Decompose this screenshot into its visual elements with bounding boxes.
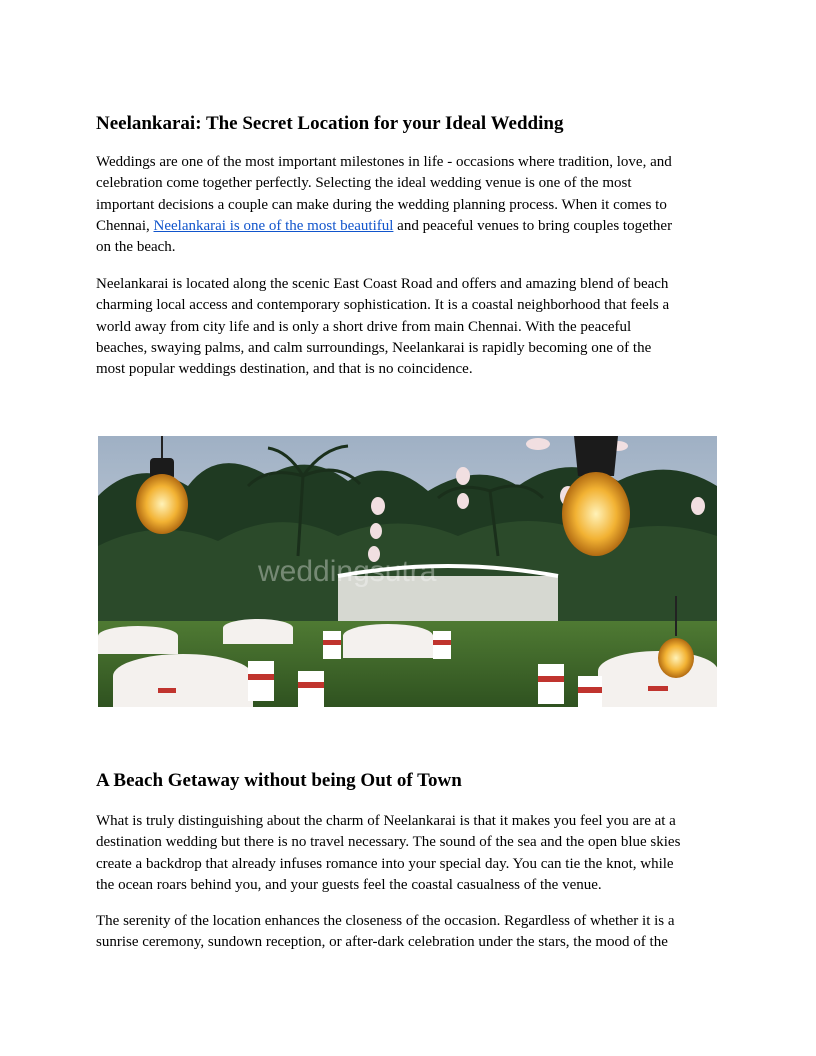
location-paragraph	[96, 274, 720, 380]
photo-watermark: weddingsutra	[258, 555, 437, 588]
text-line: Neelankarai is located along the scenic East Coast Road and offers and amazing blend of beach	[96, 276, 669, 292]
serenity-paragraph	[96, 911, 720, 954]
text-line: create a backdrop that already infuses romance into your special day. You can tie the knot, while	[96, 855, 674, 872]
text-line: world away from city life and is only a short drive from main Chennai. With the peaceful	[96, 318, 632, 335]
text-line: most popular weddings destination, and that is no coincidence.	[96, 361, 473, 378]
text-fragment: Chennai,	[96, 217, 154, 234]
text-line: on the beach.	[96, 239, 176, 256]
text-line: The serenity of the location enhances the closeness of the occasion. Regardless of whether it is a	[96, 913, 675, 929]
text-line: Weddings are one of the most important milestones in life - occasions where tradition, love, and	[96, 154, 672, 170]
text-line: the ocean roars behind you, and your guests feel the coastal casualness of the venue.	[96, 876, 602, 893]
text-line: beaches, swaying palms, and calm surroundings, Neelankarai is rapidly becoming one of the	[96, 339, 652, 356]
neelankarai-link[interactable]: Neelankarai is one of the most beautiful	[153, 217, 394, 234]
text-fragment: and peaceful venues to bring couples together	[393, 217, 673, 234]
text-line: What is truly distinguishing about the charm of Neelankarai is that it makes you feel you are at a	[96, 813, 676, 829]
beach-getaway-paragraph	[96, 811, 720, 896]
text-line: charming local access and contemporary sophistication. It is a coastal neighborhood that feels a	[96, 297, 670, 314]
page-title: Neelankarai: The Secret Location for your Ideal Wedding	[96, 113, 564, 134]
text-line: destination wedding but there is no travel necessary. The sound of the sea and the open blue skies	[96, 834, 681, 851]
text-line	[96, 216, 720, 237]
text-line: celebration come together perfectly. Selecting the ideal wedding venue is one of the most	[96, 175, 632, 192]
text-line: sunrise ceremony, sundown reception, or after-dark celebration under the stars, the mood of the	[96, 934, 668, 951]
section-heading: A Beach Getaway without being Out of Town	[96, 770, 462, 791]
intro-paragraph	[96, 152, 720, 258]
wedding-venue-photo	[98, 436, 717, 707]
text-line: important decisions a couple can make during the wedding planning process. When it comes to	[96, 196, 667, 213]
